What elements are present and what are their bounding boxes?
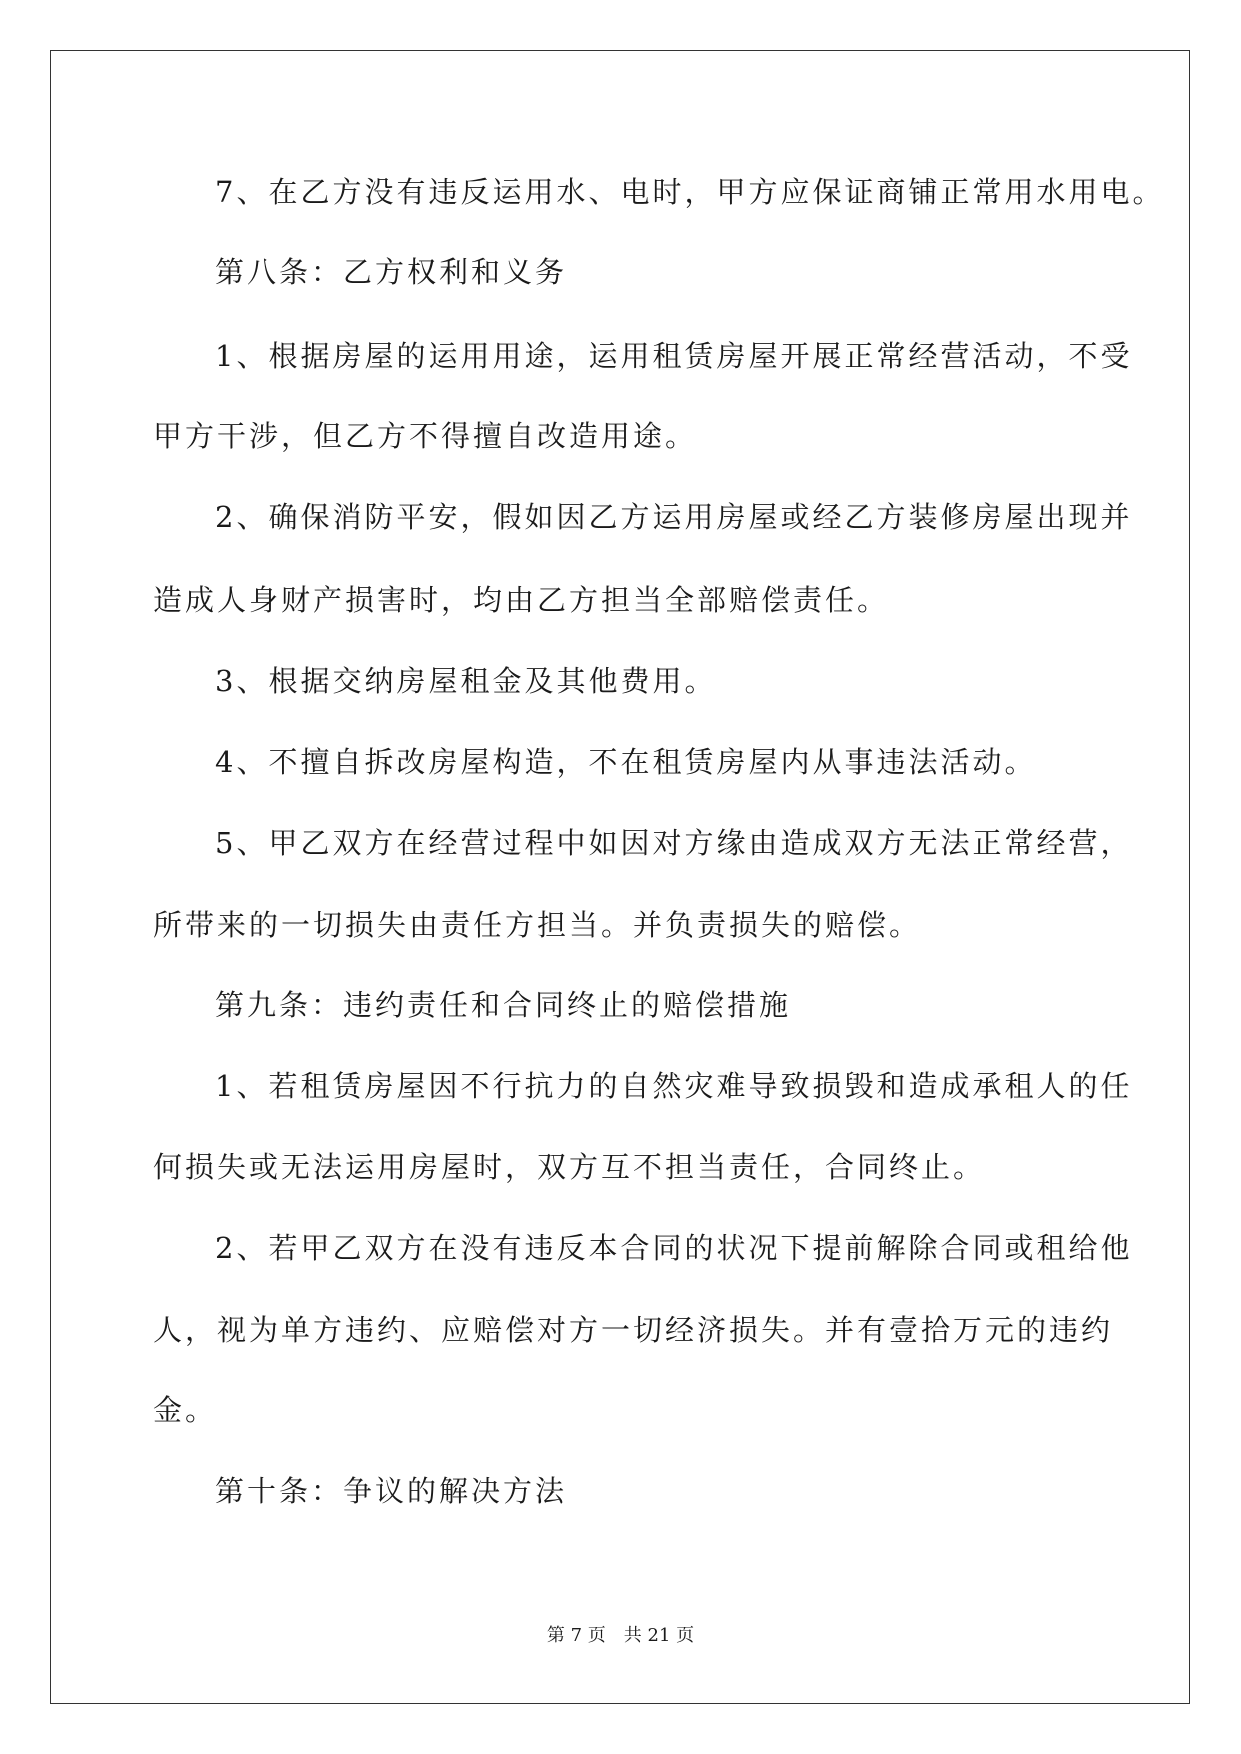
clause-8-5-line-2: 所带来的一切损失由责任方担当。并负责损失的赔偿。 — [153, 908, 922, 942]
clause-8-3: 3、根据交纳房屋租金及其他费用。 — [215, 664, 717, 698]
article-9-heading: 第九条：违约责任和合同终止的赔偿措施 — [215, 988, 792, 1022]
clause-8-5-line-1: 5、甲乙双方在经营过程中如因对方缘由造成双方无法正常经营， — [215, 826, 1133, 860]
page-border — [50, 50, 1190, 1704]
article-10-heading: 第十条：争议的解决方法 — [215, 1474, 568, 1508]
clause-9-1-line-2: 何损失或无法运用房屋时，双方互不担当责任，合同终止。 — [153, 1150, 986, 1184]
clause-9-2-line-3: 金。 — [153, 1393, 218, 1427]
page-number-footer: 第 7 页 共 21 页 — [546, 1625, 695, 1646]
clause-9-2-line-2: 人，视为单方违约、应赔偿对方一切经济损失。并有壹拾万元的违约 — [153, 1313, 1114, 1347]
clause-8-4: 4、不擅自拆改房屋构造，不在租赁房屋内从事违法活动。 — [215, 745, 1037, 779]
clause-8-2-line-1: 2、确保消防平安，假如因乙方运用房屋或经乙方装修房屋出现并 — [215, 500, 1133, 534]
clause-9-2-line-1: 2、若甲乙双方在没有违反本合同的状况下提前解除合同或租给他 — [215, 1231, 1133, 1265]
article-8-heading: 第八条：乙方权利和义务 — [215, 255, 568, 289]
clause-9-1-line-1: 1、若租赁房屋因不行抗力的自然灾难导致损毁和造成承租人的任 — [215, 1069, 1133, 1103]
clause-8-1-line-2: 甲方干涉，但乙方不得擅自改造用途。 — [153, 419, 698, 453]
clause-8-1-line-1: 1、根据房屋的运用用途，运用租赁房屋开展正常经营活动，不受 — [215, 339, 1133, 373]
clause-7-2-7: 7、在乙方没有违反运用水、电时，甲方应保证商铺正常用水用电。 — [215, 175, 1165, 209]
clause-8-2-line-2: 造成人身财产损害时，均由乙方担当全部赔偿责任。 — [153, 583, 890, 617]
